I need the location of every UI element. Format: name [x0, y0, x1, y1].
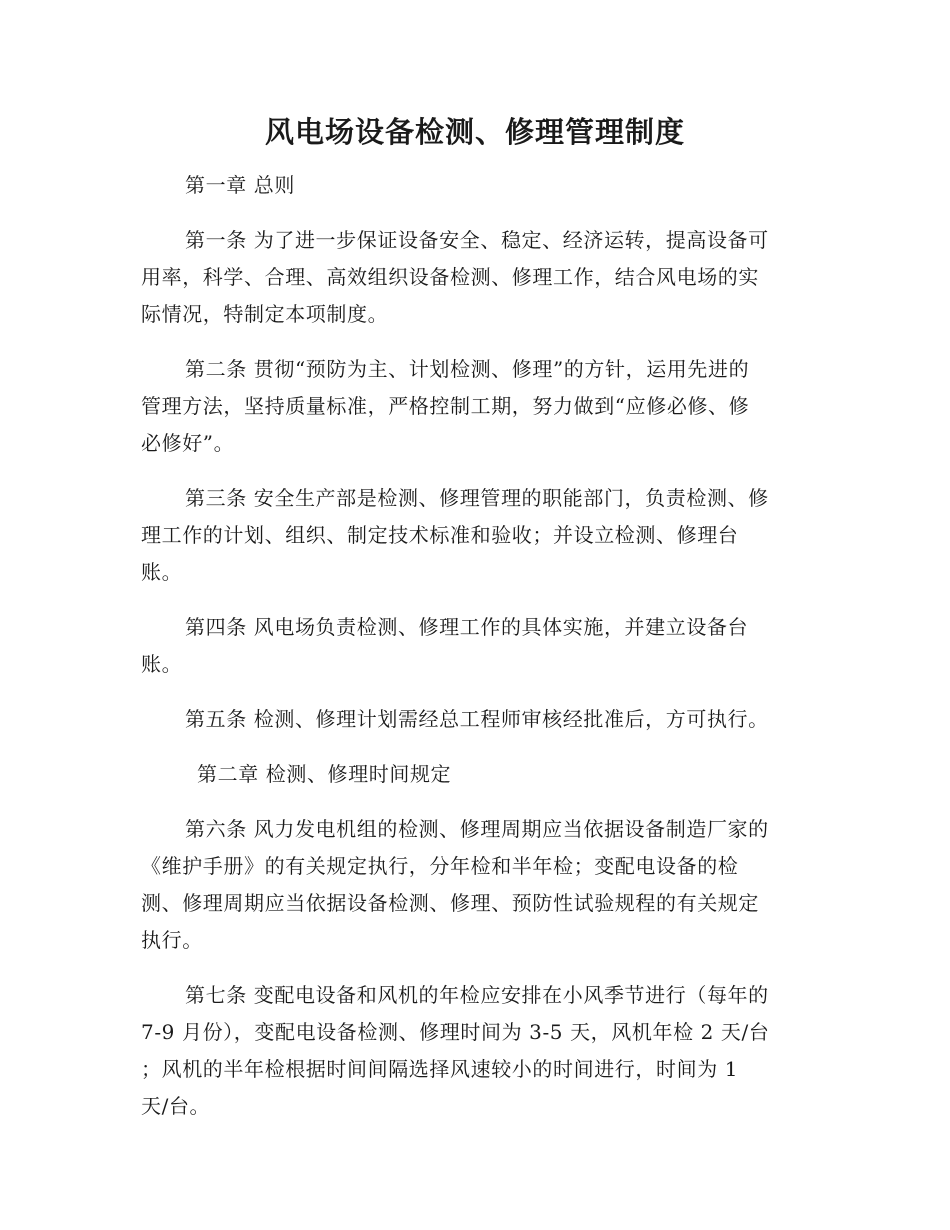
article-line: 账。 [141, 652, 183, 676]
document-title: 风电场设备检测、修理管理制度 [264, 115, 685, 149]
article-line: 管理方法，坚持质量标准，严格控制工期，努力做到“应修必修、修 [141, 394, 750, 418]
chapter-2-heading: 第二章 检测、修理时间规定 [197, 762, 452, 786]
article-line: 用率，科学、合理、高效组织设备检测、修理工作，结合风电场的实 [141, 265, 759, 289]
article-line: ；风机的半年检根据时间间隔选择风速较小的时间进行，时间为 1 [141, 1057, 739, 1081]
article-line: 测、修理周期应当依据设备检测、修理、预防性试验规程的有关规定 [141, 891, 759, 915]
article-line: 际情况，特制定本项制度。 [141, 302, 389, 326]
article-7 [141, 977, 811, 1125]
article-line: 第七条 变配电设备和风机的年检应安排在小风季节进行（每年的 [185, 983, 769, 1007]
article-3 [141, 480, 811, 591]
article-line: 第一条 为了进一步保证设备安全、稳定、经济运转，提高设备可 [185, 228, 769, 252]
article-5 [141, 701, 811, 738]
article-line: 第三条 安全生产部是检测、修理管理的职能部门，负责检测、修 [185, 486, 769, 510]
article-line: 7-9 月份），变配电设备检测、修理时间为 3-5 天，风机年检 2 天/台 [141, 1020, 770, 1044]
article-line: 天/台。 [141, 1094, 211, 1118]
article-line: 必修好”。 [141, 431, 235, 455]
article-line: 理工作的计划、组织、制定技术标准和验收；并设立检测、修理台 [141, 523, 739, 547]
chapter-1-heading: 第一章 总则 [185, 173, 295, 197]
article-line: 第二条 贯彻“预防为主、计划检测、修理”的方针，运用先进的 [185, 357, 750, 381]
article-line: 执行。 [141, 928, 203, 952]
article-line: 《维护手册》的有关规定执行，分年检和半年检；变配电设备的检 [141, 854, 739, 878]
article-6 [141, 811, 811, 959]
document-body [141, 167, 811, 1143]
article-line: 第四条 风电场负责检测、修理工作的具体实施，并建立设备台 [185, 615, 749, 639]
article-line: 第五条 检测、修理计划需经总工程师审核经批准后，方可执行。 [185, 707, 769, 731]
article-line: 第六条 风力发电机组的检测、修理周期应当依据设备制造厂家的 [185, 817, 769, 841]
article-1 [141, 222, 811, 333]
article-line: 账。 [141, 560, 183, 584]
article-2 [141, 351, 811, 462]
article-4 [141, 609, 811, 683]
